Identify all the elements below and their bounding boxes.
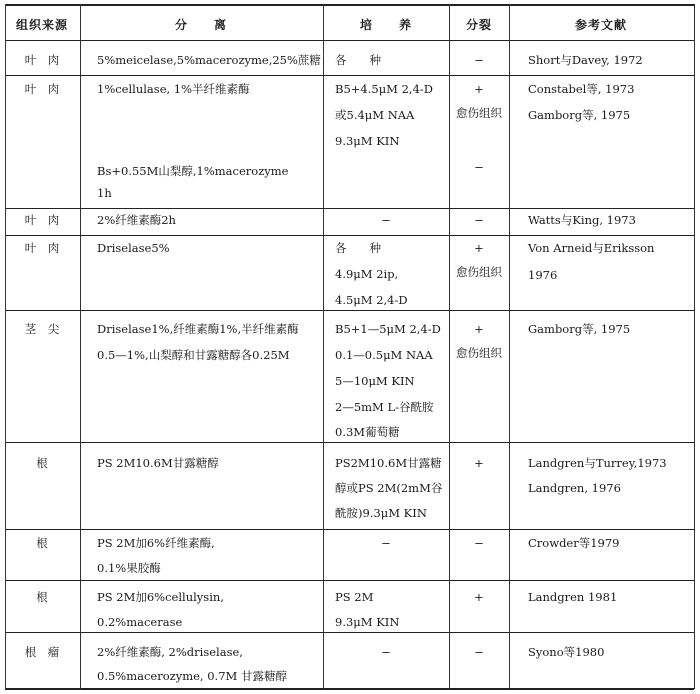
cell-division: − [474,536,484,550]
cell-culture: 醇或PS 2M(2mM谷 [335,481,443,495]
cell-culture: 或5.4μM NAA [335,108,415,122]
cell-culture: 酰胺)9.3μM KIN [335,506,427,520]
cell-division: + [474,322,484,336]
cell-reference: Crowder等1979 [528,536,620,550]
cell-source: 根 [36,456,48,470]
cell-culture: PS2M10.6M甘露糖 [335,456,442,470]
cell-isolation: Driselase5% [97,241,170,255]
cell-culture: 0.3M葡萄糖 [335,425,400,439]
cell-division: − [474,160,484,174]
cell-isolation: 2%纤维素酶, 2%driselase, [97,645,243,659]
cell-reference: Constabel等, 1973 [528,82,635,96]
cell-division: − [474,53,484,67]
column-divider [449,4,450,689]
cell-source: 叶 肉 [24,241,60,255]
cell-source: 叶 肉 [24,82,60,96]
header-culture: 培 养 [359,18,413,32]
cell-division: 愈伤组织 [456,265,502,279]
cell-isolation: 1h [97,186,112,200]
row-divider [5,442,694,443]
cell-culture: 2—5mM L-谷酰胺 [335,400,434,414]
cell-isolation: 0.2%macerase [97,615,183,629]
cell-reference: 1976 [528,268,558,282]
row-divider [5,4,694,6]
header-source: 组织来源 [15,18,69,32]
cell-isolation: PS 2M10.6M甘露糖醇 [97,456,219,470]
cell-isolation: 2%纤维素酶2h [97,213,176,227]
cell-division: + [474,82,484,96]
cell-culture: 4.5μM 2,4-D [335,293,408,307]
cell-culture: − [381,645,391,659]
cell-division: 愈伤组织 [456,106,502,120]
cell-source: 根 瘤 [24,645,60,659]
cell-isolation: 0.5—1%,山梨醇和甘露糖醇各0.25M [97,348,290,362]
column-divider [694,4,695,689]
cell-culture: 各 种 [335,53,381,67]
cell-culture: 0.1—0.5μM NAA [335,348,433,362]
header-division: 分裂 [465,18,493,32]
cell-reference: Gamborg等, 1975 [528,322,631,336]
row-divider [5,580,694,581]
column-divider [509,4,510,689]
cell-division: 愈伤组织 [456,346,502,360]
cell-division: + [474,241,484,255]
cell-culture: 9.3μM KIN [335,134,400,148]
cell-isolation: Driselase1%,纤维素酶1%,半纤维素酶 [97,322,299,336]
cell-source: 根 [36,590,48,604]
cell-source: 叶 肉 [24,53,60,67]
row-divider [5,40,694,41]
cell-reference: Syono等1980 [528,645,605,659]
cell-culture: B5+1—5μM 2,4-D [335,322,441,336]
cell-reference: Von Arneid与Eriksson [528,241,655,255]
cell-isolation: PS 2M加6%cellulysin, [97,590,224,604]
cell-source: 叶 肉 [24,213,60,227]
cell-source: 根 [36,536,48,550]
cell-reference: Short与Davey, 1972 [528,53,643,67]
header-isolation: 分 离 [174,18,228,32]
cell-reference: Gamborg等, 1975 [528,108,631,122]
cell-isolation: Bs+0.55M山梨醇,1%macerozyme [97,164,289,178]
cell-isolation: 5%meicelase,5%macerozyme,25%蔗糖 [97,53,321,67]
row-divider [5,208,694,209]
cell-culture: 9.3μM KIN [335,615,400,629]
cell-culture: 5—10μM KIN [335,374,415,388]
cell-division: + [474,590,484,604]
row-divider [5,632,694,633]
column-divider [5,4,6,689]
cell-culture: − [381,536,391,550]
cell-source: 茎 尖 [24,322,60,336]
cell-culture: 4.9μM 2ip, [335,267,399,281]
cell-isolation: 0.1%果胶酶 [97,561,161,575]
header-references: 参考文献 [574,18,628,32]
cell-culture: PS 2M [335,590,374,604]
cell-reference: Watts与King, 1973 [528,213,636,227]
row-divider [5,310,694,311]
column-divider [80,4,81,689]
cell-culture: 各 种 [335,241,381,255]
row-divider [5,235,694,236]
cell-culture: B5+4.5μM 2,4-D [335,82,433,96]
cell-reference: Landgren 1981 [528,590,618,604]
cell-isolation: 1%cellulase, 1%半纤维素酶 [97,82,250,96]
cell-reference: Landgren与Turrey,1973 [528,456,667,470]
column-divider [323,4,324,689]
cell-isolation: PS 2M加6%纤维素酶, [97,536,215,550]
cell-culture: − [381,213,391,227]
cell-division: + [474,456,484,470]
cell-division: − [474,213,484,227]
row-divider [5,529,694,530]
row-divider [5,75,694,76]
cell-isolation: 0.5%macerozyme, 0.7M 甘露糖醇 [97,669,287,683]
cell-reference: Landgren, 1976 [528,481,621,495]
row-divider [5,688,694,690]
cell-division: − [474,645,484,659]
